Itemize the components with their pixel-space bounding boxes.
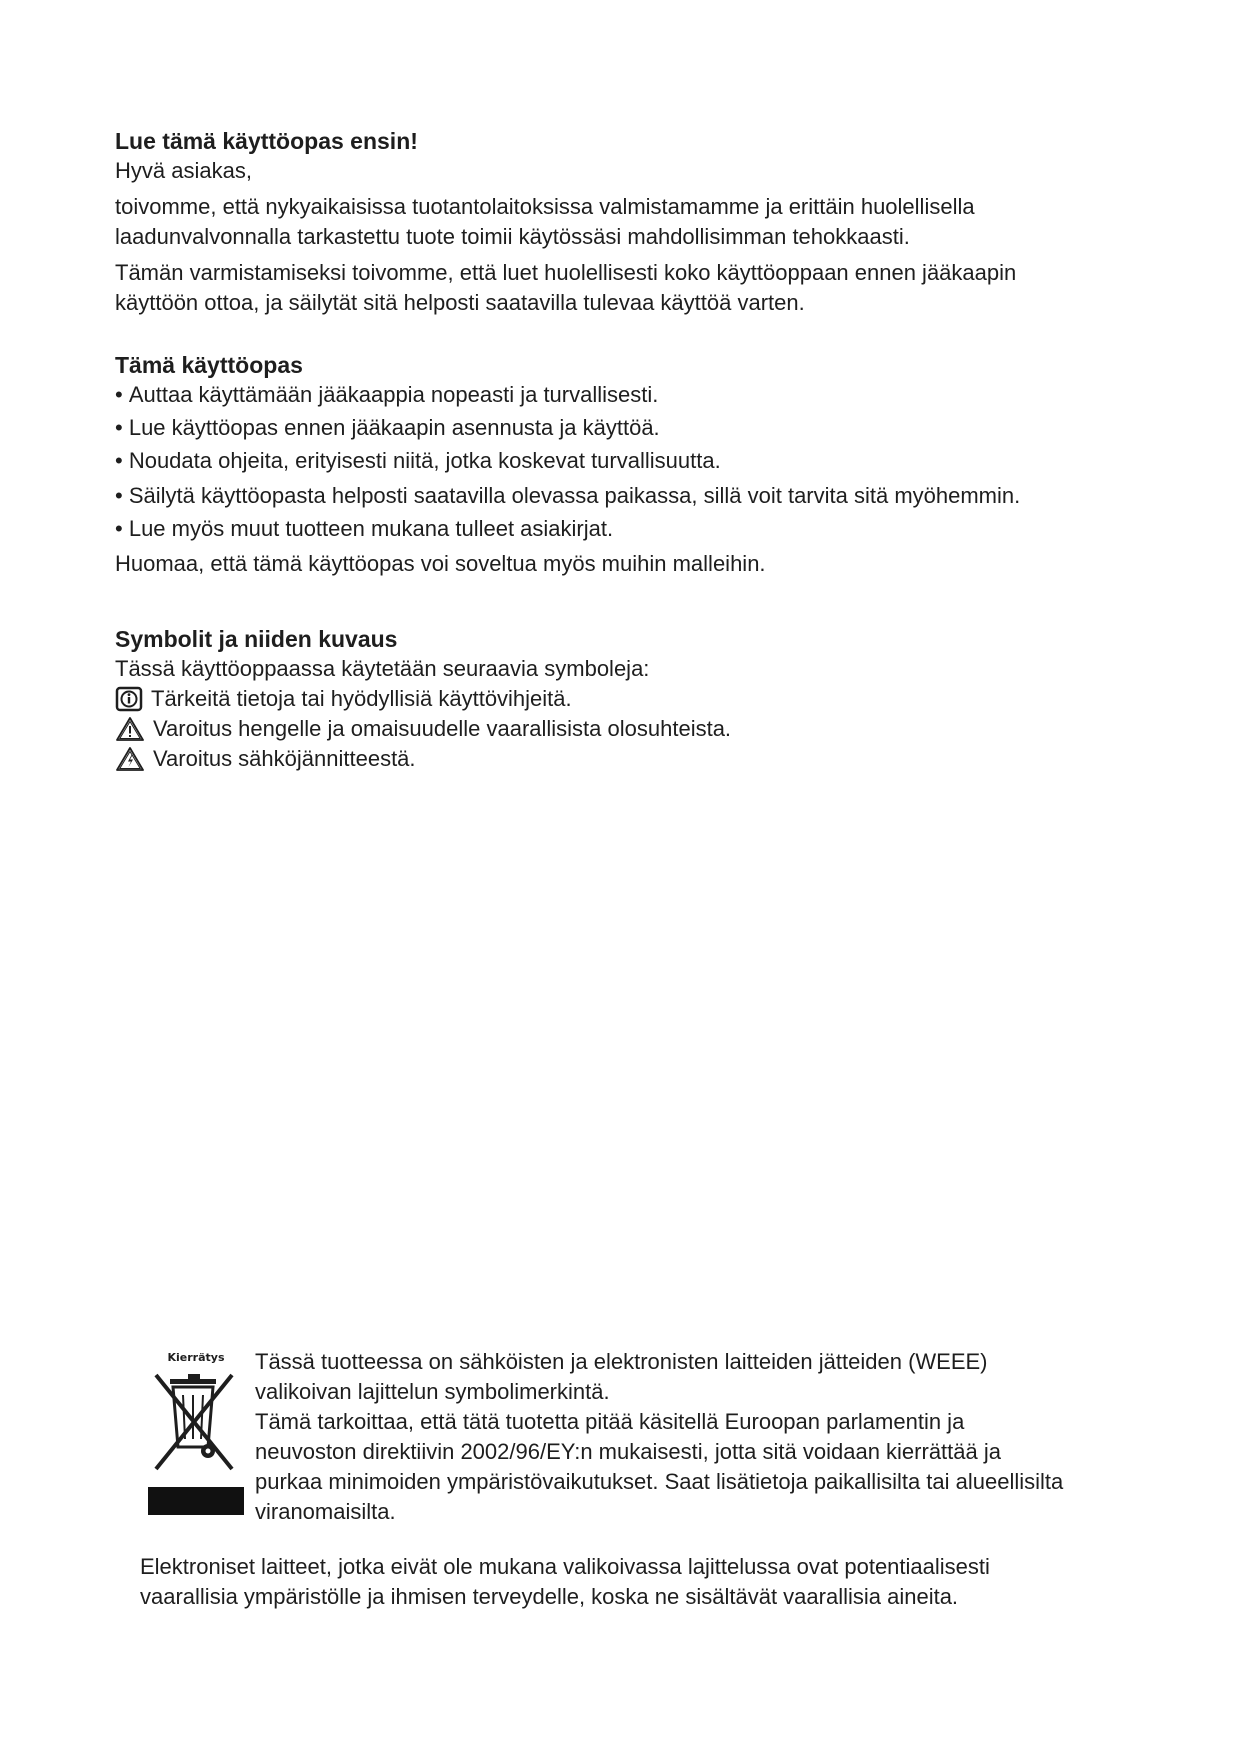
weee-line: neuvoston direktiivin 2002/96/EY:n mukaisesti, jotta sitä voidaan kierrättää ja [255,1439,1001,1464]
crossed-out-wheelie-bin-icon [148,1347,244,1515]
weee-text [255,1347,1145,1527]
symbol-info-text: Tärkeitä tietoja tai hyödyllisiä käyttövihjeitä. [151,686,572,711]
info-icon [115,686,143,712]
electric-hazard-icon [115,746,145,772]
hazard-line2: vaarallisia ympäristölle ja ihmisen terveydelle, koska ne sisältävät vaarallisia aineita. [140,1584,959,1609]
symbol-row-info [115,684,1145,714]
hazard-paragraph [140,1552,1140,1612]
weee-line: Tässä tuotteessa on sähköisten ja elektronisten laitteiden jätteiden (WEEE) [255,1349,988,1374]
symbol-row-electric [115,744,1145,774]
guide-bullet: • Noudata ohjeita, erityisesti niitä, jotka koskevat turvallisuutta. [115,446,1145,476]
guide-heading: Tämä käyttöopas [115,352,303,378]
guide-bullet: • Auttaa käyttämään jääkaappia nopeasti ja turvallisesti. [115,380,1145,410]
symbol-electric-text: Varoitus sähköjännitteestä. [153,746,416,771]
intro-para1-line1: toivomme, että nykyaikaisissa tuotantolaitoksissa valmistamamme ja erittäin huolellisella [115,194,975,219]
guide-bullet: • Lue käyttöopas ennen jääkaapin asennusta ja käyttöä. [115,413,1145,443]
weee-line: purkaa minimoiden ympäristövaikutukset. Saat lisätietoja paikallisilta tai alueellisilta [255,1469,1064,1494]
intro-para1-line2: laadunvalvonnalla tarkastettu tuote toimii käytössäsi mahdollisimman tehokkaasti. [115,224,910,249]
symbols-heading: Symbolit ja niiden kuvaus [115,626,398,652]
guide-section [115,350,1145,579]
warning-triangle-icon [115,716,145,742]
guide-bullet: • Lue myös muut tuotteen mukana tulleet asiakirjat. [115,514,1145,544]
intro-heading: Lue tämä käyttöopas ensin! [115,128,418,154]
symbol-row-warning [115,714,1145,744]
weee-line: valikoivan lajittelun symbolimerkintä. [255,1379,610,1404]
intro-para2-line2: käyttöön ottoa, ja säilytät sitä helposti saatavilla tulevaa käyttöä varten. [115,290,805,315]
intro-section [115,126,1145,318]
intro-para2-line1: Tämän varmistamiseksi toivomme, että luet huolellisesti koko käyttöoppaan ennen jääkaapin [115,260,1017,285]
weee-line: viranomaisilta. [255,1499,396,1524]
greeting: Hyvä asiakas, [115,158,252,183]
guide-note: Huomaa, että tämä käyttöopas voi soveltua myös muihin malleihin. [115,551,766,576]
weee-symbol [148,1347,244,1515]
symbols-section [115,624,1145,774]
guide-bullet: • Säilytä käyttöopasta helposti saatavilla olevassa paikassa, sillä voit tarvita sitä myöhemmin. [115,481,1145,511]
weee-icon-label: Kierrätys [167,1351,225,1364]
hazard-line1: Elektroniset laitteet, jotka eivät ole mukana valikoivassa lajittelussa ovat potentiaalisesti [140,1554,990,1579]
symbols-intro: Tässä käyttöoppaassa käytetään seuraavia symboleja: [115,656,650,681]
symbol-warning-text: Varoitus hengelle ja omaisuudelle vaarallisista olosuhteista. [153,716,732,741]
weee-line: Tämä tarkoittaa, että tätä tuotetta pitää käsitellä Euroopan parlamentin ja [255,1409,965,1434]
weee-section [140,1347,1150,1524]
